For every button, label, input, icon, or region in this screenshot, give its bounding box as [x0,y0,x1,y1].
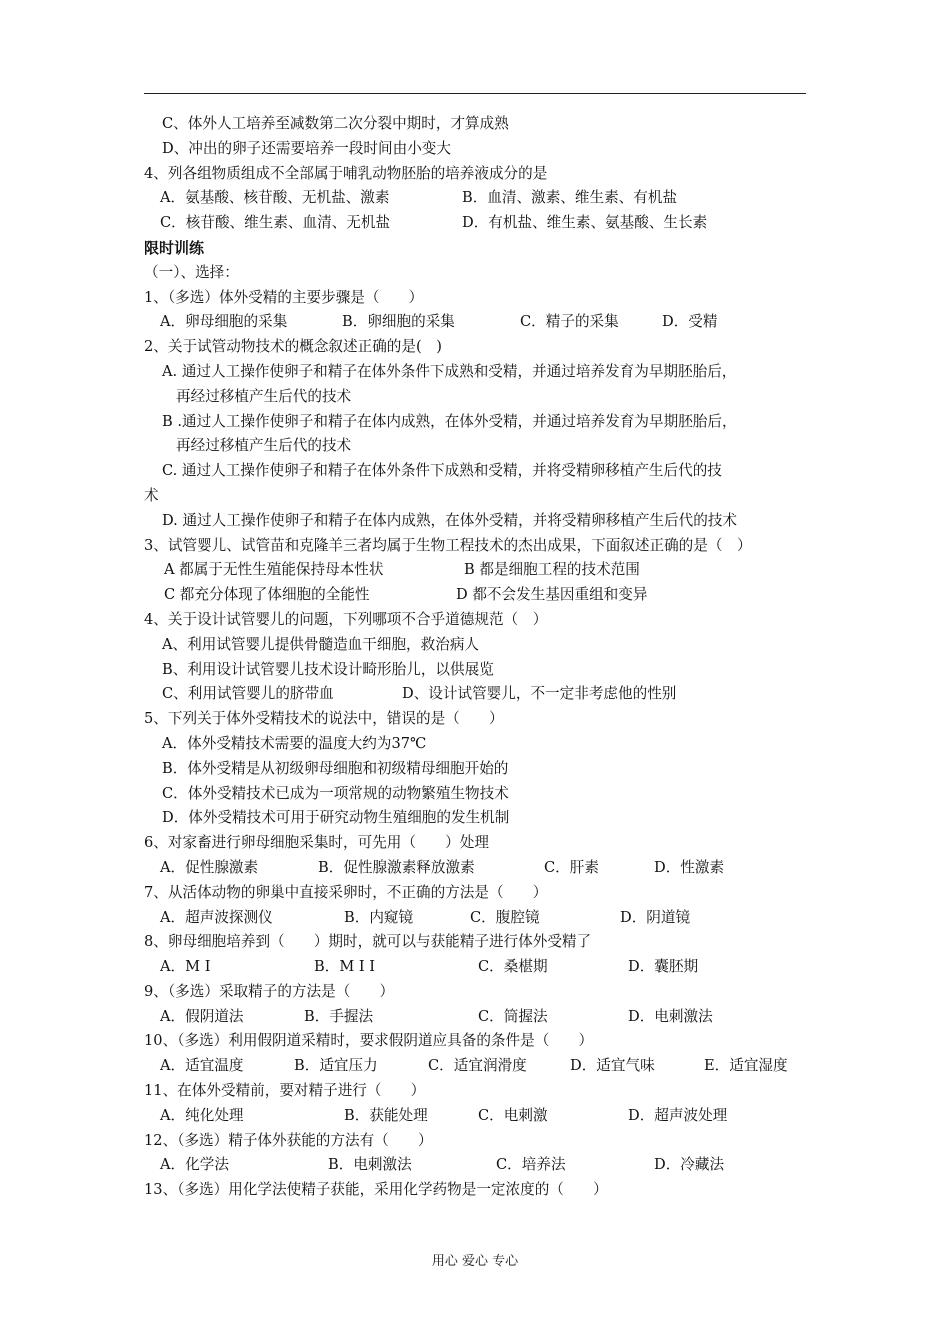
options-row [144,856,810,881]
question-4: 4、关于设计试管婴儿的问题，下列哪项不合乎道德规范（ ） [144,610,548,628]
question-12: 12、（多选）精子体外获能的方法有（ ） [144,1131,433,1149]
option: B．体外受精是从初级卵母细胞和初级精母细胞开始的 [162,759,509,777]
option: B 都是细胞工程的技术范围 [464,561,640,579]
question-11: 11、在体外受精前，要对精子进行（ ） [144,1082,426,1100]
text-line: D、冲出的卵子还需要培养一段时间由小变大 [162,139,451,157]
option: A、利用试管婴儿提供骨髓造血干细胞，救治病人 [162,635,480,653]
option: D 都不会发生基因重组和变异 [456,586,648,604]
question-4a: 4、列各组物质组成不全部属于哺乳动物胚胎的培养液成分的是 [144,164,548,182]
option: C．培养法 [496,1156,566,1174]
option: B、利用设计试管婴儿技术设计畸形胎儿，以供展览 [162,660,494,678]
option: A．M I [160,958,211,976]
options-row [144,682,810,707]
option-continued: 再经过移植产生后代的技术 [176,387,352,405]
section-heading: 限时训练 [144,238,205,257]
page-footer: 用心 爱心 专心 [431,1254,519,1269]
section-label: （一）、选择： [144,263,239,281]
option: B．M I I [314,958,376,976]
option: D．受精 [662,313,718,331]
option: A 都属于无性生殖能保持母本性状 [164,561,384,579]
option-continued: 再经过移植产生后代的技术 [176,437,352,455]
option: D、设计试管婴儿，不一定非考虑他的性别 [402,685,677,703]
option: C. 通过人工操作使卵子和精子在体外条件下成熟和受精，并将受精卵移植产生后代的技 [162,462,722,480]
question-8: 8、卵母细胞培养到（ ）期时，就可以与获能精子进行体外受精了 [144,933,592,951]
options-row [144,1054,810,1079]
option: B．卵细胞的采集 [342,313,455,331]
document-body [144,112,810,1203]
option: D．冷藏法 [654,1156,725,1174]
question-10: 10、（多选）利用假阴道采精时，要求假阴道应具备的条件是（ ） [144,1032,594,1050]
option: C．精子的采集 [520,313,619,331]
options-row [144,955,810,980]
option: C．核苷酸、维生素、血清、无机盐 [160,214,391,232]
question-13: 13、（多选）用化学法使精子获能，采用化学药物是一定浓度的（ ） [144,1181,608,1199]
option: D．有机盐、维生素、氨基酸、生长素 [462,214,708,232]
options-row [144,310,810,335]
option: D．超声波处理 [628,1106,728,1124]
question-1: 1、（多选）体外受精的主要步骤是（ ） [144,288,424,306]
option: C、利用试管婴儿的脐带血 [162,685,334,703]
option: C．桑椹期 [478,958,548,976]
question-6: 6、对家畜进行卵母细胞采集时，可先用（ ）处理 [144,834,489,852]
option: B．手握法 [304,1007,374,1025]
option: D．体外受精技术可用于研究动物生殖细胞的发生机制 [162,809,510,827]
option: C．肝素 [544,858,599,876]
option: B．内窥镜 [344,908,414,926]
option: B．电刺激法 [328,1156,412,1174]
option: A．假阴道法 [160,1007,244,1025]
option: B .通过人工操作使卵子和精子在体内成熟，在体外受精，并通过培养发育为早期胚胎后， [162,412,737,430]
options-row [144,558,810,583]
option: B．血清、激素、维生素、有机盐 [462,189,678,207]
option: A. 通过人工操作使卵子和精子在体外条件下成熟和受精，并通过培养发育为早期胚胎后， [162,362,737,380]
option: A．卵母细胞的采集 [160,313,288,331]
question-9: 9、（多选）采取精子的方法是（ ） [144,982,395,1000]
option: A．氨基酸、核苷酸、无机盐、激素 [160,189,390,207]
options-row [144,1104,810,1129]
option: A．体外受精技术需要的温度大约为37℃ [162,734,427,752]
question-2: 2、关于试管动物技术的概念叙述正确的是( ) [144,338,442,356]
option: C．电刺激 [478,1106,548,1124]
option-continued: 术 [144,486,159,504]
options-row [144,211,810,236]
options-row [144,583,810,608]
option: D．囊胚期 [628,958,699,976]
option: A．化学法 [160,1156,229,1174]
option: C．筒握法 [478,1007,548,1025]
option: D．电刺激法 [628,1007,713,1025]
option: D．性激素 [654,858,725,876]
option: A．超声波探测仪 [160,908,273,926]
option: C．腹腔镜 [470,908,540,926]
option: D. 通过人工操作使卵子和精子在体内成熟，在体外受精，并将受精卵移植产生后代的技术 [162,511,738,529]
option: D．适宜气味 [570,1057,655,1075]
option: C 都充分体现了体细胞的全能性 [164,586,370,604]
header-rule [144,93,806,94]
options-row [144,906,810,931]
option: C．适宜润滑度 [428,1057,527,1075]
options-row [144,186,810,211]
option: B．促性腺激素释放激素 [318,858,475,876]
question-3: 3、试管婴儿、试管苗和克隆羊三者均属于生物工程技术的杰出成果，下面叙述正确的是（ ） [144,536,752,554]
option: A．适宜温度 [160,1057,244,1075]
question-5: 5、下列关于体外受精技术的说法中，错误的是（ ） [144,710,504,728]
option: A．促性腺激素 [160,858,259,876]
option: E．适宜湿度 [704,1057,788,1075]
option: A．纯化处理 [160,1106,244,1124]
option: D．阴道镜 [620,908,691,926]
text-line: C、体外人工培养至减数第二次分裂中期时，才算成熟 [162,115,509,132]
option: C．体外受精技术已成为一项常规的动物繁殖生物技术 [162,784,509,802]
options-row [144,1005,810,1030]
question-7: 7、从活体动物的卵巢中直接采卵时，不正确的方法是（ ） [144,883,548,901]
options-row [144,1153,810,1178]
option: B．适宜压力 [294,1057,378,1075]
option: B．获能处理 [344,1106,428,1124]
